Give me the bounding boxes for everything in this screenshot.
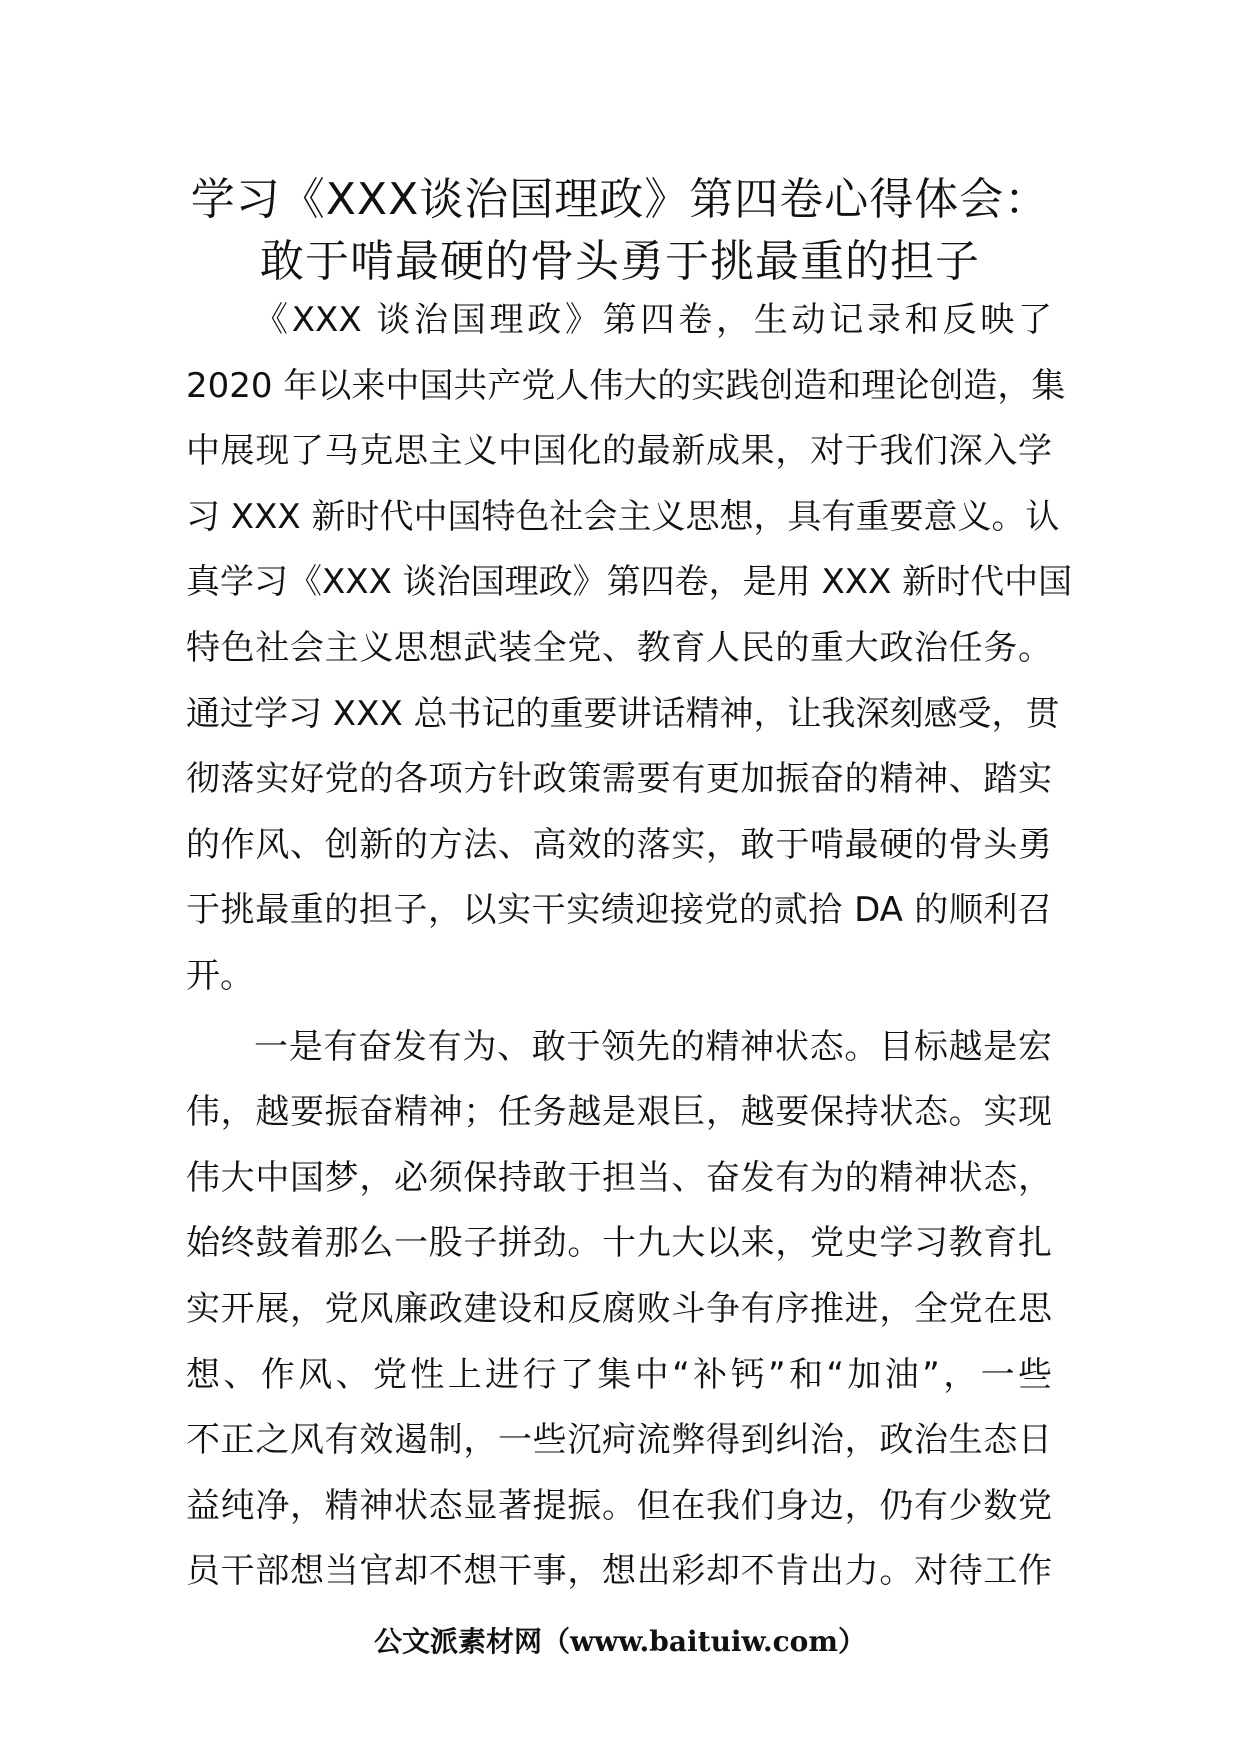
- text-line: 2020 年以来中国共产党人伟大的实践创造和理论创造，集: [186, 365, 1066, 406]
- text-line: 特色社会主义思想武装全党、教育人民的重大政治任务。: [186, 627, 1052, 668]
- text-line: 的作风、创新的方法、高效的落实，敢于啃最硬的骨头勇: [186, 824, 1052, 865]
- text-line: 始终鼓着那么一股子拼劲。十九大以来，党史学习教育扎: [186, 1223, 1052, 1264]
- title-line-2: 敢于啃最硬的骨头勇于挑最重的担子: [260, 236, 980, 287]
- text-line: 《XXX 谈治国理政》第四卷，生动记录和反映了: [254, 300, 1052, 340]
- text-line: 开。: [186, 955, 254, 996]
- text-line: 习 XXX 新时代中国特色社会主义思想，具有重要意义。认: [186, 496, 1060, 537]
- text-line: 想、作风、党性上进行了集中“补钙”和“加油”，一些: [186, 1354, 1052, 1395]
- text-line: 伟大中国梦，必须保持敢于担当、奋发有为的精神状态，: [186, 1157, 1052, 1198]
- text-line: 真学习《XXX 谈治国理政》第四卷，是用 XXX 新时代中国: [186, 562, 1073, 603]
- text-line: 实开展，党风廉政建设和反腐败斗争有序推进，全党在思: [186, 1288, 1052, 1329]
- text-line: 通过学习 XXX 总书记的重要讲话精神，让我深刻感受，贯: [186, 693, 1060, 734]
- text-line: 一是有奋发有为、敢于领先的精神状态。目标越是宏: [254, 1026, 1052, 1067]
- text-line: 伟，越要振奋精神；任务越是艰巨，越要保持状态。实现: [186, 1092, 1052, 1133]
- text-line: 彻落实好党的各项方针政策需要有更加振奋的精神、踏实: [186, 759, 1052, 800]
- paragraph-2: [186, 1015, 1052, 1605]
- document-body: [186, 288, 1073, 1605]
- text-line: 中展现了马克思主义中国化的最新成果，对于我们深入学: [186, 431, 1052, 472]
- text-line: 员干部想当官却不想干事，想出彩却不肯出力。对待工作: [186, 1551, 1052, 1592]
- paragraph-1: [186, 288, 1073, 1010]
- footer-watermark: 公文派素材网（www.baituiw.com）: [374, 1625, 866, 1658]
- text-line: 不正之风有效遏制，一些沉疴流弊得到纠治，政治生态日: [186, 1420, 1052, 1461]
- text-line: 益纯净，精神状态显著提振。但在我们身边，仍有少数党: [186, 1485, 1052, 1526]
- title-line-1: 学习《XXX谈治国理政》第四卷心得体会：: [190, 174, 1050, 225]
- text-line: 于挑最重的担子，以实干实绩迎接党的贰拾 DA 的顺利召: [186, 890, 1052, 931]
